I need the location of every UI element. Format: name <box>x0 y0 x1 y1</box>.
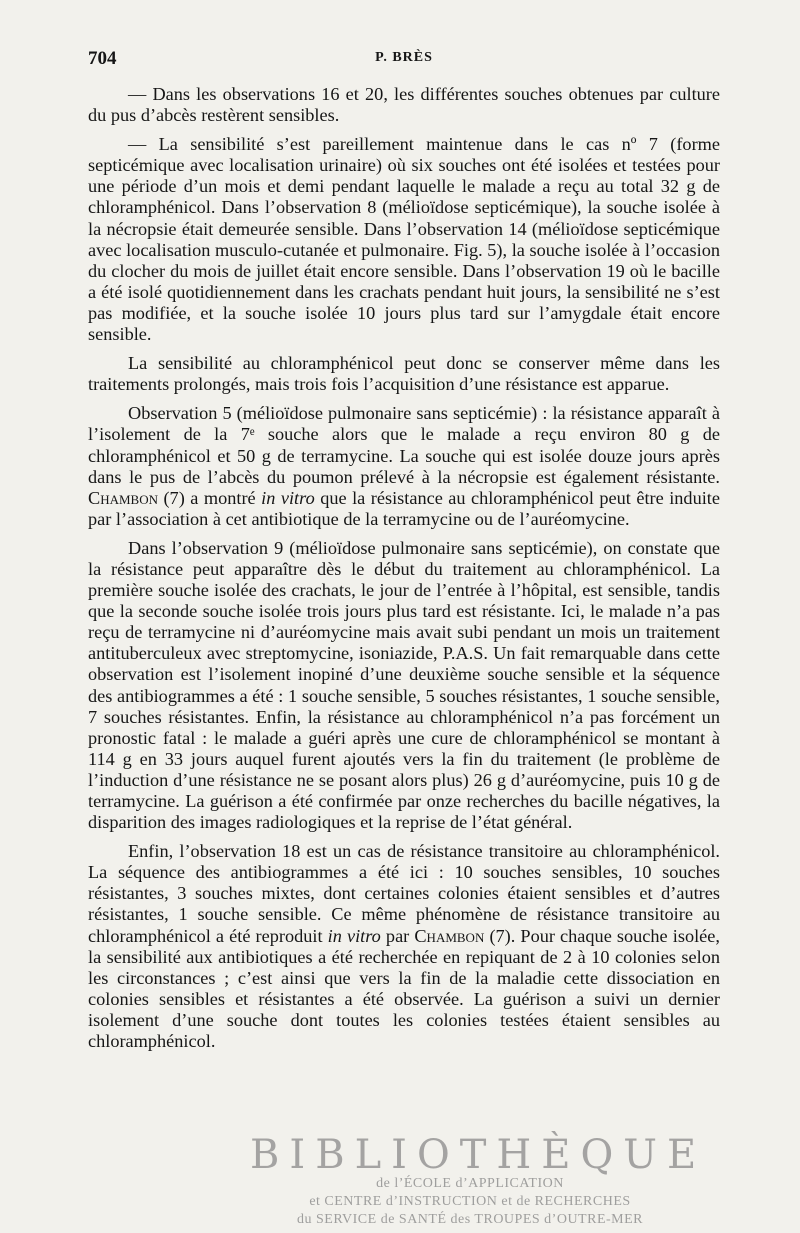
stamp-line: du SERVICE de SANTÉ des TROUPES d’OUTRE-MER <box>296 1212 643 1227</box>
body-text <box>88 84 720 1060</box>
author-name: Chambon <box>88 487 158 508</box>
page-header <box>88 48 720 74</box>
paragraph-observations-16-20: — Dans les observations 16 et 20, les différentes souches obtenues par culture du pus d’abcès restèrent sensibles. <box>88 84 720 126</box>
stamp-line: de l’ÉCOLE d’APPLICATION <box>376 1176 564 1191</box>
paragraph-case-7: — La sensibilité s’est pareillement maintenue dans le cas nº 7 (forme septicémique avec localisation urinaire) où six souches ont été isolées et testées pour une période d’un mois et demi pendant laquelle le malade a reçu au total 32 g de chloramphénicol. Dans l’observation 8 (mélioïdose septicémique), la souche isolée à la nécropsie était demeurée sensible. Dans l’observation 14 (mélioïdose septicémique avec localisation musculo-cutanée et pulmonaire. Fig. 5), la souche isolée à l’occasion du clocher du mois de juillet était encore sensible. Dans l’observation 19 où le bacille a été isolé quotidiennement dans les crachats pendant huit jours, la sensibilité ne s’est pas modifiée, et la souche isolée 10 jours plus tard sur l’amygdale était encore sensible. <box>88 134 720 345</box>
stamp-line: et CENTRE d’INSTRUCTION et de RECHERCHES <box>309 1194 631 1209</box>
paragraph-observation-18: Enfin, l’observation 18 est un cas de résistance transitoire au chloramphénicol. La séquence des antibiogrammes a été ici : 10 souches sensibles, 10 souches résistantes, 3 souches mixtes, dont certaines colonies étaient sensibles et d’autres résistantes, 1 souche sensible. Ce même phénomène de résistance transitoire au chloramphénicol a été reproduit in vitro par Chambon (7). Pour chaque souche isolée, la sensibilité aux antibiotiques a été recherchée en repiquant de 2 à 10 colonies selon les circonstances ; c’est ainsi que vers la fin de la maladie cette dissociation en colonies sensibles et résistantes a été observée. La guérison a suivi un dernier isolement d’une souche dont toutes les colonies testées étaient sensibles au chloramphénicol. <box>88 841 720 1052</box>
running-head: P. BRÈS <box>375 50 433 65</box>
stamp-title: BIBLIOTHÈQUE <box>250 1132 707 1178</box>
paragraph-sensitivity-conclusion: La sensibilité au chloramphénicol peut donc se conserver même dans les traitements prolongés, mais trois fois l’acquisition d’une résistance est apparue. <box>88 353 720 395</box>
page-number: 704 <box>88 48 117 69</box>
paragraph-observation-9: Dans l’observation 9 (mélioïdose pulmonaire sans septicémie), on constate que la résistance peut apparaître dès le début du traitement au chloramphénicol. La première souche isolée des crachats, le jour de l’entrée à l’hôpital, est sensible, tandis que la seconde souche isolée trois jours plus tard est résistante. Ici, le malade n’a pas reçu de terramycine ni d’auréomycine mais avait subi pendant un mois un traitement antituberculeux avec streptomycine, isoniazide, P.A.S. Un fait remarquable dans cette observation est l’isolement inopiné d’une deuxième souche sensible et la séquence des antibiogrammes a été : 1 souche sensible, 5 souches résistantes, 1 souche sensible, 7 souches résistantes. Enfin, la résistance au chloramphénicol n’a pas forcément un pronostic fatal : le malade a guéri après une cure de chloramphénicol se montant à 114 g en 33 jours auquel furent ajoutés vers la fin du traitement (le problème de l’induction d’une résistance ne se posant alors plus) 26 g d’auréomycine, puis 10 g de terramycine. La guérison a été confirmée par onze recherches du bacille négatives, la disparition des images radiologiques et la reprise de l’état général. <box>88 537 720 833</box>
author-name: Chambon <box>414 925 485 946</box>
library-stamp <box>250 1132 707 1233</box>
paragraph-observation-5: Observation 5 (mélioïdose pulmonaire sans septicémie) : la résistance apparaît à l’isolement de la 7ᵉ souche alors que le malade a reçu environ 80 g de chloramphénicol et 50 g de terramycine. La souche qui est isolée douze jours après dans le pus de l’abcès du poumon prélevé à la nécropsie est également résistante. Chambon (7) a montré in vitro que la résistance au chloramphénicol peut être induite par l’association à cet antibiotique de la terramycine ou de l’auréomycine. <box>88 403 720 529</box>
